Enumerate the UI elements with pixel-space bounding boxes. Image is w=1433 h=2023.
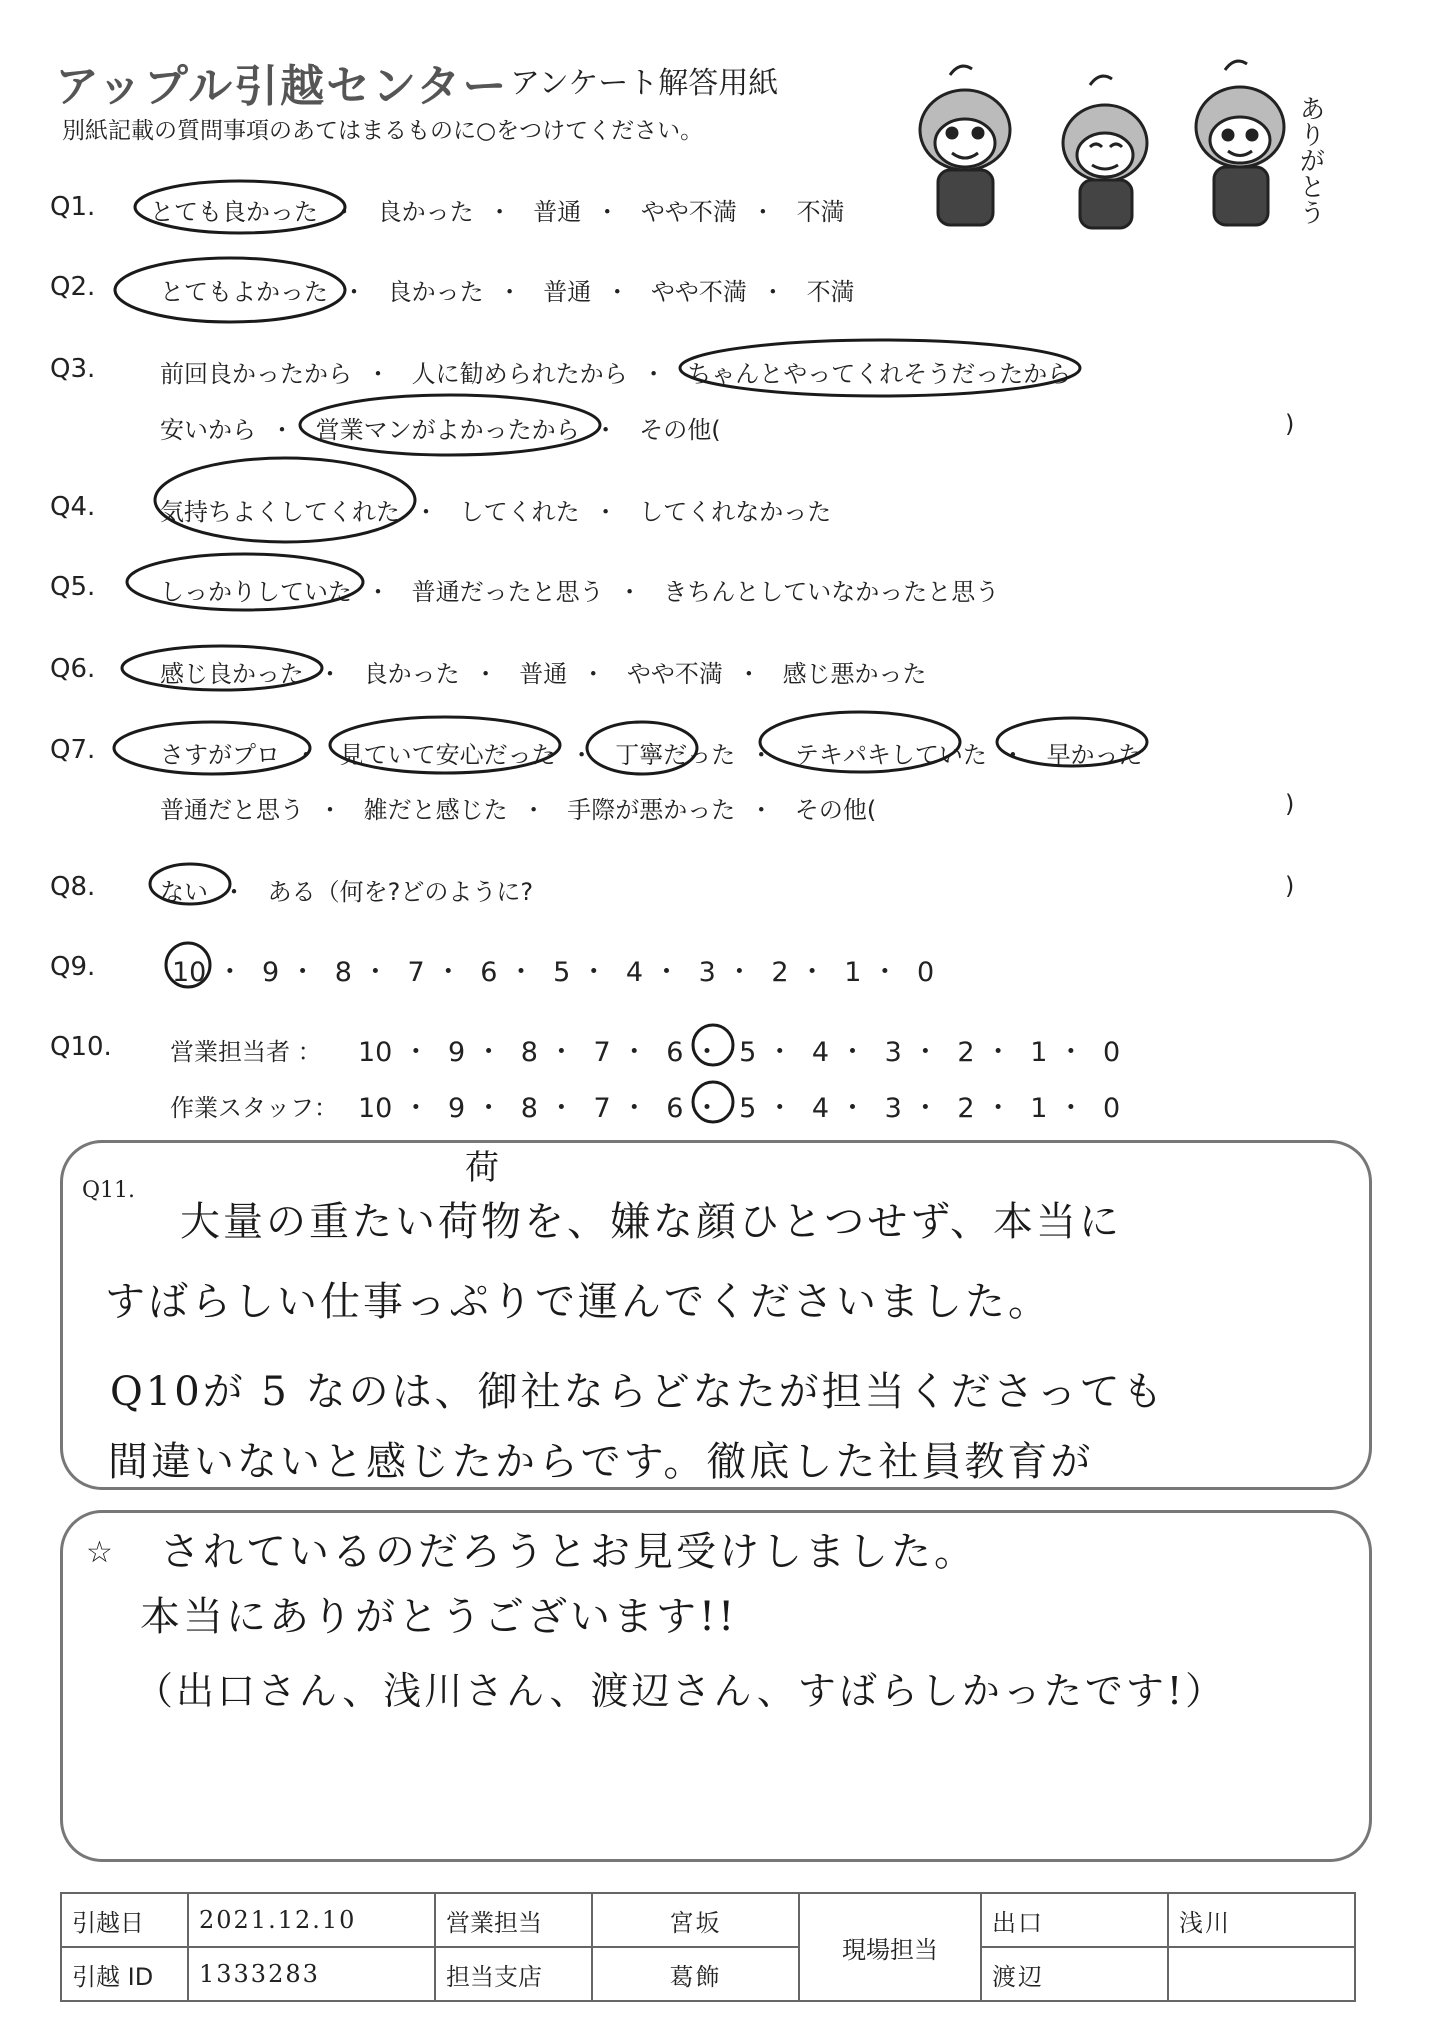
q3-option[interactable]: 人に勧められたから <box>411 360 628 388</box>
brand-title: アップル引越センター <box>55 61 509 112</box>
q9-score[interactable]: 8 <box>334 957 352 988</box>
move-id-value: 1333283 <box>188 1947 435 2001</box>
q10-staff-score[interactable]: 2 <box>957 1093 975 1124</box>
q9-score[interactable]: 3 <box>698 957 716 988</box>
star-icon: ☆ <box>86 1535 113 1570</box>
q10-row-name: 作業スタッフ <box>170 1094 314 1122</box>
q4-option[interactable]: してくれなかった <box>639 498 832 526</box>
q10-sales-score[interactable]: 9 <box>447 1037 466 1068</box>
sales-label: 営業担当 <box>435 1893 592 1947</box>
q10-staff-score[interactable]: 4 <box>811 1093 830 1124</box>
q3-close-paren: ) <box>1285 410 1295 438</box>
q6-option[interactable]: やや不満 <box>626 660 723 688</box>
q10-staff-score[interactable]: 3 <box>884 1093 902 1124</box>
q10-sales-scale: 10 ・ 9 ・ 8 ・ 7 ・ 6 ・ 5 ・ 4 ・ 3 ・ 2 ・ 1 ・ 0 <box>358 1037 1121 1068</box>
q8-label: Q8. <box>50 872 96 902</box>
star-line: されているのだろうとお見受けしました。 <box>160 1529 977 1575</box>
q9-label: Q9. <box>50 952 96 982</box>
q8-option[interactable]: ある（何を?どのように? <box>267 878 534 906</box>
site-staff-value: 浅川 <box>1168 1893 1355 1947</box>
form-subtitle: アンケート解答用紙 <box>510 66 779 101</box>
q9-score[interactable]: 0 <box>916 957 935 988</box>
q7-label: Q7. <box>50 735 96 765</box>
q3-option[interactable]: 前回良かったから <box>160 360 352 388</box>
q6-option[interactable]: 感じ良かった <box>160 660 304 688</box>
q2-option[interactable]: やや不満 <box>650 278 747 306</box>
q4-label: Q4. <box>50 492 96 522</box>
q4-options: 気持ちよくしてくれた ・ してくれた ・ してくれなかった <box>160 492 831 527</box>
q10-sales-score[interactable]: 4 <box>811 1037 830 1068</box>
q10-staff-label: 作業スタッフ： <box>170 1094 338 1122</box>
q4-option[interactable]: してくれた <box>459 498 580 526</box>
q9-score[interactable]: 5 <box>553 957 571 988</box>
site-staff-value: 出口 <box>981 1893 1168 1947</box>
q7-option[interactable]: テキパキしていた <box>794 741 987 769</box>
branch-label: 担当支店 <box>435 1947 592 2001</box>
q10-staff-score[interactable]: 0 <box>1102 1093 1121 1124</box>
q9-score[interactable]: 1 <box>844 957 862 988</box>
q7-option[interactable]: 丁寧だった <box>615 741 736 769</box>
q7-option[interactable]: 見ていて安心だった <box>339 741 556 769</box>
q7-close-paren: ) <box>1285 790 1295 818</box>
q10-sales-score[interactable]: 10 <box>358 1037 393 1068</box>
q6-option[interactable]: 感じ悪かった <box>782 660 927 688</box>
q5-options: しっかりしていた ・ 普通だったと思う ・ きちんとしていなかったと思う <box>160 572 999 607</box>
q7-option[interactable]: その他( <box>794 796 877 824</box>
site-label: 現場担当 <box>799 1893 981 2001</box>
q8-options: ない ・ ある（何を?どのように? <box>160 872 533 907</box>
q1-option[interactable]: 良かった <box>377 198 474 226</box>
q7-options: さすがプロ ・ 見ていて安心だった ・ 丁寧だった ・ テキパキしていた ・ 早かった <box>160 735 1143 770</box>
q5-label: Q5. <box>50 572 96 602</box>
q1-option[interactable]: 不満 <box>796 198 845 226</box>
q1-options: とても良かった ・ 良かった ・ 普通 ・ やや不満 ・ 不満 <box>150 192 845 227</box>
star-line: 本当にありがとうございます!! <box>140 1594 738 1640</box>
q5-option[interactable]: 普通だったと思う <box>411 578 604 606</box>
q9-score[interactable]: 10 <box>172 957 207 988</box>
q9-score[interactable]: 9 <box>261 957 280 988</box>
q3-options-line2: 安いから ・ 営業マンがよかったから ・ その他( <box>160 410 721 445</box>
q1-label: Q1. <box>50 192 96 222</box>
footer-info-table <box>60 1892 1356 2002</box>
q7-option[interactable]: 普通だと思う <box>160 796 304 824</box>
q11-line: Q10が 5 なのは、御社ならどなたが担当くださっても <box>110 1369 1166 1415</box>
q11-insertion-mark: 荷 <box>465 1148 502 1188</box>
q10-staff-score[interactable]: 6 <box>666 1093 684 1124</box>
q6-option[interactable]: 普通 <box>519 660 568 688</box>
q3-option[interactable]: その他( <box>639 416 721 444</box>
q2-option[interactable]: 不満 <box>806 278 855 306</box>
sales-name-value: 宮坂 <box>592 1893 799 1947</box>
q10-staff-score[interactable]: 5 <box>739 1093 757 1124</box>
q10-label: Q10. <box>50 1032 112 1062</box>
q3-label: Q3. <box>50 354 96 384</box>
move-date-value: 2021.12.10 <box>188 1893 435 1947</box>
q7-option[interactable]: 早かった <box>1046 741 1143 769</box>
q6-options: 感じ良かった ・ 良かった ・ 普通 ・ やや不満 ・ 感じ悪かった <box>160 654 927 689</box>
q3-option[interactable]: 安いから <box>160 416 256 444</box>
q10-row-name: 営業担当者 <box>170 1038 290 1066</box>
move-date-label: 引越日 <box>61 1893 188 1947</box>
q2-label: Q2. <box>50 272 96 302</box>
q6-option[interactable]: 良かった <box>363 660 460 688</box>
site-staff-empty <box>1168 1947 1355 2001</box>
q10-sales-score[interactable]: 5 <box>739 1037 757 1068</box>
q9-score[interactable]: 4 <box>625 957 644 988</box>
branch-value: 葛飾 <box>592 1947 799 2001</box>
q10-sales-label: 営業担当者 ： <box>170 1038 322 1066</box>
q2-option[interactable]: 普通 <box>543 278 592 306</box>
q10-sales-score[interactable]: 2 <box>957 1037 975 1068</box>
q9-score[interactable]: 6 <box>480 957 498 988</box>
q5-option[interactable]: きちんとしていなかったと思う <box>663 578 1000 606</box>
q10-sales-score[interactable]: 1 <box>1030 1037 1048 1068</box>
q3-options: 前回良かったから ・ 人に勧められたから ・ ちゃんとやってくれそうだったから <box>160 354 1071 389</box>
q3-option[interactable]: ちゃんとやってくれそうだったから <box>687 360 1072 388</box>
q9-score[interactable]: 7 <box>407 957 425 988</box>
q7-option[interactable]: 雑だと感じた <box>363 796 508 824</box>
q4-option[interactable]: 気持ちよくしてくれた <box>160 498 400 526</box>
move-id-label: 引越 ID <box>61 1947 188 2001</box>
q8-option[interactable]: ない <box>160 878 208 906</box>
star-line: （出口さん、浅川さん、渡辺さん、すばらしかったです!） <box>135 1669 1227 1713</box>
q10-sales-score[interactable]: 7 <box>593 1037 611 1068</box>
q1-option[interactable]: 普通 <box>533 198 582 226</box>
q2-options: とてもよかった ・ 良かった ・ 普通 ・ やや不満 ・ 不満 <box>160 272 855 307</box>
q10-sales-score[interactable]: 3 <box>884 1037 902 1068</box>
q11-line: 間違いないと感じたからです。徹底した社員教育が <box>108 1439 1094 1485</box>
q11-line: すばらしい仕事っぷりで運んでくださいました。 <box>105 1279 1051 1325</box>
q11-label: Q11. <box>82 1178 136 1203</box>
site-staff-value: 渡辺 <box>981 1947 1168 2001</box>
q10-staff-score[interactable]: 1 <box>1030 1093 1048 1124</box>
q10-sales-score[interactable]: 8 <box>520 1037 538 1068</box>
q3-option[interactable]: 営業マンがよかったから <box>315 416 580 444</box>
q5-option[interactable]: しっかりしていた <box>160 578 352 606</box>
q2-option[interactable]: 良かった <box>387 278 484 306</box>
q9-score[interactable]: 2 <box>771 957 789 988</box>
mascot-thanks-text: ありがとう <box>1295 95 1325 225</box>
q10-staff-score[interactable]: 8 <box>520 1093 538 1124</box>
q8-close-paren: ) <box>1285 872 1295 900</box>
q7-option[interactable]: 手際が悪かった <box>567 796 736 824</box>
q1-option[interactable]: やや不満 <box>640 198 737 226</box>
q7-options-line2: 普通だと思う ・ 雑だと感じた ・ 手際が悪かった ・ その他( <box>160 790 876 825</box>
q10-staff-scale: 10 ・ 9 ・ 8 ・ 7 ・ 6 ・ 5 ・ 4 ・ 3 ・ 2 ・ 1 ・ 0 <box>358 1093 1121 1124</box>
q10-staff-score[interactable]: 7 <box>593 1093 611 1124</box>
q6-label: Q6. <box>50 654 96 684</box>
q1-option[interactable]: とても良かった <box>150 198 318 226</box>
q10-sales-score[interactable]: 6 <box>666 1037 684 1068</box>
q9-scale: 10 ・ 9 ・ 8 ・ 7 ・ 6 ・ 5 ・ 4 ・ 3 ・ 2 ・ 1 ・ 0 <box>172 957 935 988</box>
q7-option[interactable]: さすがプロ <box>160 741 280 769</box>
q11-line: 大量の重たい荷物を、嫌な顔ひとつせず、本当に <box>180 1199 1122 1245</box>
q10-staff-score[interactable]: 9 <box>447 1093 466 1124</box>
q2-option[interactable]: とてもよかった <box>160 278 328 306</box>
q10-sales-score[interactable]: 0 <box>1102 1037 1121 1068</box>
q10-staff-score[interactable]: 10 <box>358 1093 393 1124</box>
instruction-text: 別紙記載の質問事項のあてはまるものに○をつけてください。 <box>62 118 704 144</box>
